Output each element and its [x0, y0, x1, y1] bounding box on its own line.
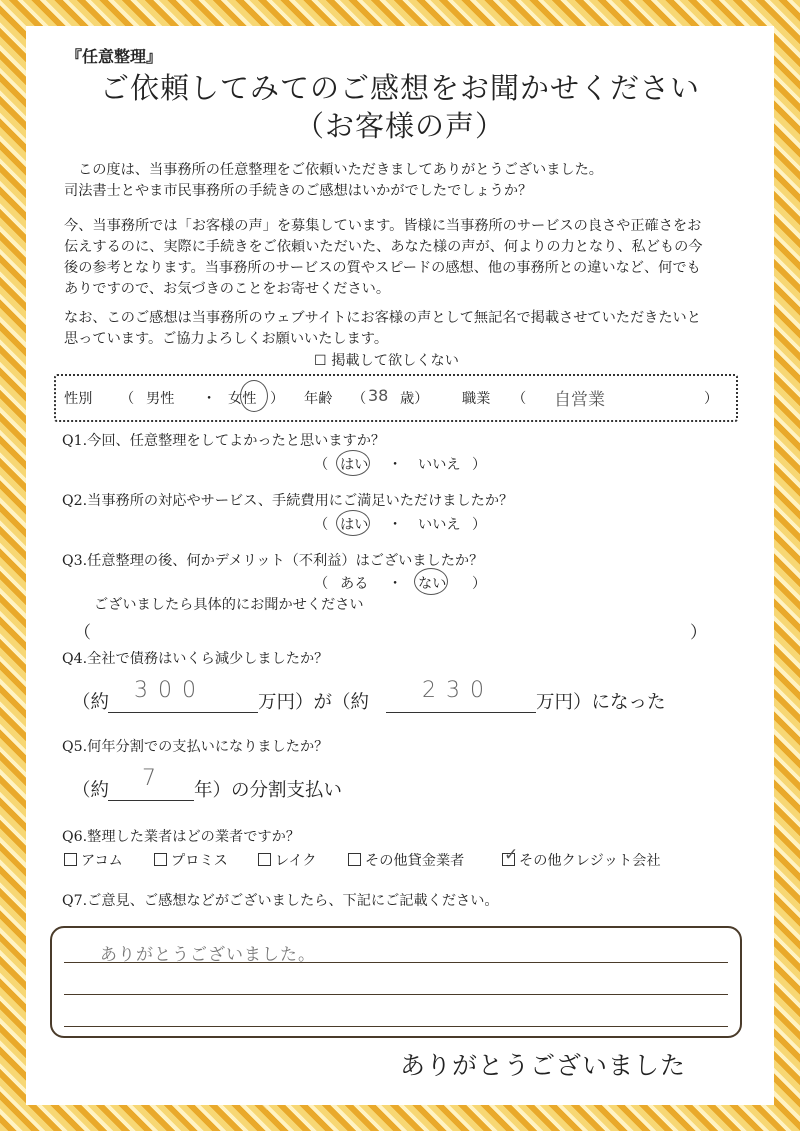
comment-text: ありがとうございました。 [100, 945, 316, 965]
q6-option-acom[interactable]: アコム [64, 850, 123, 870]
q3-detail-close: ） [690, 623, 707, 643]
check-mark-icon: ✓ [504, 845, 519, 865]
q3-answer: （ ある ・ ない ） [314, 573, 534, 595]
checkbox [348, 853, 361, 866]
q3-detail-prompt: ございましたら具体的にお聞かせください [94, 597, 364, 613]
q6-option-promise[interactable]: プロミス [154, 850, 228, 870]
q5-years-underline [108, 800, 194, 801]
q5-years-value[interactable]: 7 [142, 766, 166, 791]
gender-paren-close: ） [270, 391, 285, 407]
gender-dot: ・ [202, 391, 217, 407]
q4-mid: 万円）が（約 [258, 692, 370, 713]
q3-option-no[interactable]: ない [418, 576, 447, 592]
q6-question: Q6.整理した業者はどの業者ですか？ [62, 829, 300, 845]
q4-after-underline [386, 712, 536, 713]
job-paren-open: （ [512, 391, 527, 407]
page-title: ご依頼してみてのご感想をお聞かせください [99, 71, 700, 105]
selection-circle [240, 380, 268, 412]
comment-box[interactable] [50, 926, 742, 1038]
q2-option-no[interactable]: いいえ [418, 517, 461, 533]
checkbox [64, 853, 77, 866]
job-label: 職業 [462, 391, 491, 407]
q1-answer: （ はい ・ いいえ ） [314, 454, 534, 476]
intro-paragraph-1: この度は、当事務所の任意整理をご依頼いただきましてありがとうございました。 司法書士とやま市民事務所の手続きのご感想はいかがでしたでしょうか？ [64, 162, 603, 199]
job-value: 自営業 [554, 390, 605, 410]
form-tag: 『任意整理』 [66, 47, 163, 66]
age-value: 38 [368, 386, 389, 405]
q1-option-no[interactable]: いいえ [418, 457, 461, 473]
q4-prefix: （約 [72, 692, 110, 713]
q3-question: Q3.任意整理の後、何かデメリット（不利益）はございましたか？ [62, 553, 484, 569]
selection-circle [336, 450, 370, 476]
q6-option-lake[interactable]: レイク [258, 850, 317, 870]
selection-circle [336, 510, 370, 536]
selection-circle [414, 568, 448, 595]
q5-question: Q5.何年分割での支払いになりましたか？ [62, 739, 329, 755]
age-label: 年齢 [304, 391, 333, 407]
q4-suffix: 万円）になった [536, 692, 666, 713]
q2-question: Q2.当事務所の対応やサービス、手続費用にご満足いただけましたか？ [62, 493, 514, 509]
gender-option-female[interactable]: 女性 [228, 391, 257, 407]
q6-option-other-credit[interactable]: ✓ その他クレジット会社 [504, 845, 661, 869]
q5-suffix: 年）の分割支払い [194, 780, 343, 801]
q1-option-yes[interactable]: はい [340, 457, 369, 473]
q4-after-value[interactable]: 230 [422, 678, 494, 703]
q2-option-yes[interactable]: はい [340, 517, 369, 533]
q2-answer: （ はい ・ いいえ ） [314, 514, 534, 536]
comment-line [64, 994, 728, 995]
checkbox [258, 853, 271, 866]
survey-sheet [30, 30, 770, 1101]
intro-paragraph-3: なお、このご感想は当事務所のウェブサイトにお客様の声として無記名で掲載させていただきたいと 思っています。ご協力よろしくお願いいたします。 [64, 310, 701, 347]
gender-label: 性別 [64, 391, 93, 407]
q3-detail-open: （ [74, 623, 91, 643]
intro-paragraph-2: 今、当事務所では「お客様の声」を募集しています。皆様に当事務所のサービスの良さや正確さをお 伝えするのに、実際に手続きをご依頼いただいた、あなた様の声が、何よりの力となり、私どもの今 後の参考となります。当事務所のサービスの質やスピードの感想、他の事務所との違いなど、何でも ありですので、お気づきのことをお寄せください。 [64, 218, 703, 297]
gender-paren-open: （ [120, 391, 135, 407]
checkbox-checked [502, 845, 519, 866]
q7-question: Q7.ご意見、ご感想などがございましたら、下記にご記載ください。 [62, 893, 499, 909]
profile-box [54, 374, 738, 422]
job-paren-close: ） [704, 391, 719, 407]
q3-option-yes[interactable]: ある [340, 576, 369, 592]
age-paren-open: （ [352, 391, 367, 407]
closing-thanks: ありがとうございました [400, 1051, 687, 1080]
q4-before-underline [108, 712, 258, 713]
age-unit: 歳） [400, 391, 429, 407]
gender-option-male[interactable]: 男性 [146, 391, 175, 407]
q5-prefix: （約 [72, 780, 110, 801]
q6-option-other-lender[interactable]: その他貸金業者 [348, 850, 464, 870]
q4-question: Q4.全社で債務はいくら減少しましたか？ [62, 651, 329, 667]
page-subtitle: （お客様の声） [294, 109, 505, 143]
q4-before-value[interactable]: 300 [134, 678, 206, 703]
checkbox [154, 853, 167, 866]
comment-line [64, 1026, 728, 1027]
q1-question: Q1.今回、任意整理をしてよかったと思いますか？ [62, 433, 386, 449]
no-publish-checkbox[interactable]: ☐ 掲載して欲しくない [314, 353, 459, 369]
